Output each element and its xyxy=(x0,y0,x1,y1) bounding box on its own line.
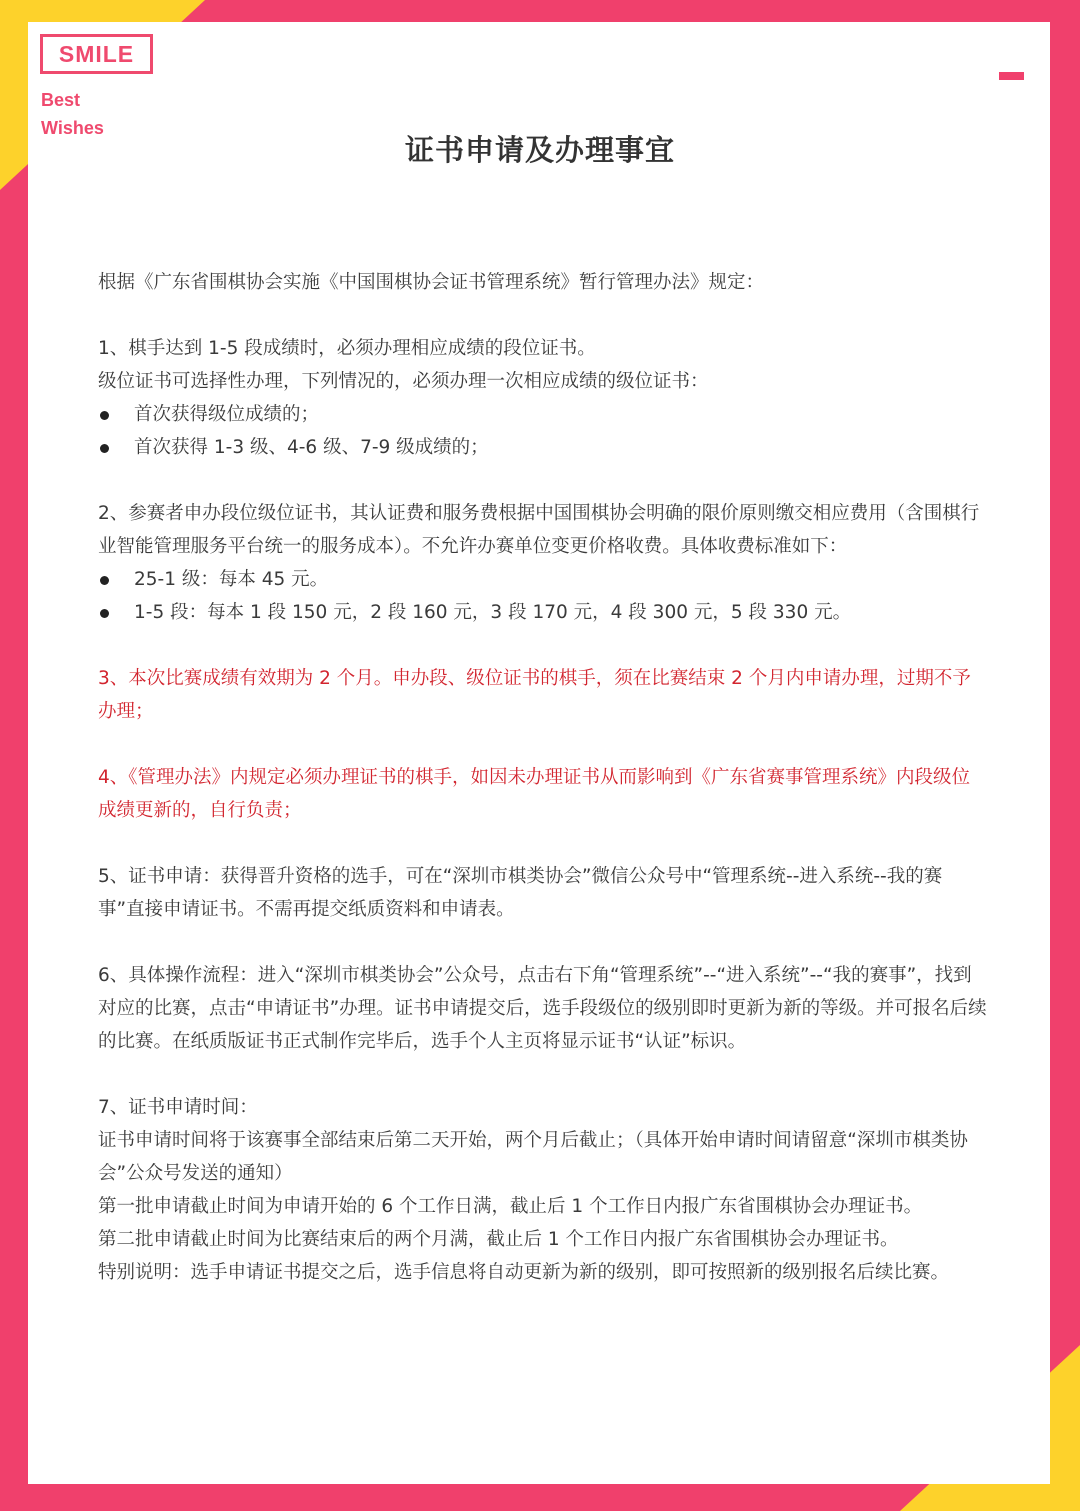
section-1-line: 1、棋手达到 1-5 段成绩时，必须办理相应成绩的段位证书。 xyxy=(98,338,596,359)
section-7-line-3: 第二批申请截止时间为比赛结束后的两个月满，截止后 1 个工作日内报广东省围棋协会办理证书。 xyxy=(98,1229,899,1250)
section-1-bullet-2: 首次获得 1-3 级、4-6 级、7-9 级成绩的； xyxy=(98,431,988,464)
section-6-text: 6、具体操作流程：进入“深圳市棋类协会”公众号，点击右下角“管理系统”--“进入系统”--“我的赛事”，找到对应的比赛，点击“申请证书”办理。证书申请提交后，选手段级位的级别即时更新为新的等级。并可报名后续的比赛。在纸质版证书正式制作完毕后，选手个人主页将显示证书“认证”标识。 xyxy=(98,965,987,1052)
decorative-dash xyxy=(999,72,1024,80)
section-7-line-2: 第一批申请截止时间为申请开始的 6 个工作日满，截止后 1 个工作日内报广东省围棋协会办理证书。 xyxy=(98,1196,923,1217)
logo-wishes: Wishes xyxy=(41,118,104,138)
section-5-text: 5、证书申请：获得晋升资格的选手，可在“深圳市棋类协会”微信公众号中“管理系统--进入系统--我的赛事”直接申请证书。不需再提交纸质资料和申请表。 xyxy=(98,866,943,920)
section-1-bullet-1: 首次获得级位成绩的； xyxy=(98,398,988,431)
document-body xyxy=(98,266,988,1289)
smile-logo: SMILE xyxy=(40,34,153,74)
section-1-sub: 级位证书可选择性办理，下列情况的，必须办理一次相应成绩的级位证书： xyxy=(98,371,709,392)
section-4-text: 4、《管理办法》内规定必须办理证书的棋手，如因未办理证书从而影响到《广东省赛事管理系统》内段级位成绩更新的，自行负责； xyxy=(98,767,971,821)
section-7-line-4: 特别说明：选手申请证书提交之后，选手信息将自动更新为新的级别，即可按照新的级别报名后续比赛。 xyxy=(98,1262,950,1283)
logo-best: Best xyxy=(41,90,81,110)
intro-text: 根据《广东省围棋协会实施《中国围棋协会证书管理系统》暂行管理办法》规定： xyxy=(98,272,765,293)
section-7-heading: 7、证书申请时间： xyxy=(98,1097,258,1118)
section-2-line: 2、参赛者申办段位级位证书，其认证费和服务费根据中国围棋协会明确的限价原则缴交相应费用（含围棋行业智能管理服务平台统一的服务成本）。不允许办赛单位变更价格收费。具体收费标准如下： xyxy=(98,503,980,557)
section-3-text: 3、本次比赛成绩有效期为 2 个月。申办段、级位证书的棋手，须在比赛结束 2 个月内申请办理，过期不予办理； xyxy=(98,668,971,722)
section-7-line-1: 证书申请时间将于该赛事全部结束后第二天开始，两个月后截止；（具体开始申请时间请留意“深圳市棋类协会”公众号发送的通知） xyxy=(98,1130,968,1184)
section-2-bullet-2: 1-5 段：每本 1 段 150 元，2 段 160 元，3 段 170 元，4 段 300 元，5 段 330 元。 xyxy=(98,596,988,629)
page-title: 证书申请及办理事宜 xyxy=(404,133,675,167)
section-2-bullet-1: 25-1 级：每本 45 元。 xyxy=(98,563,988,596)
